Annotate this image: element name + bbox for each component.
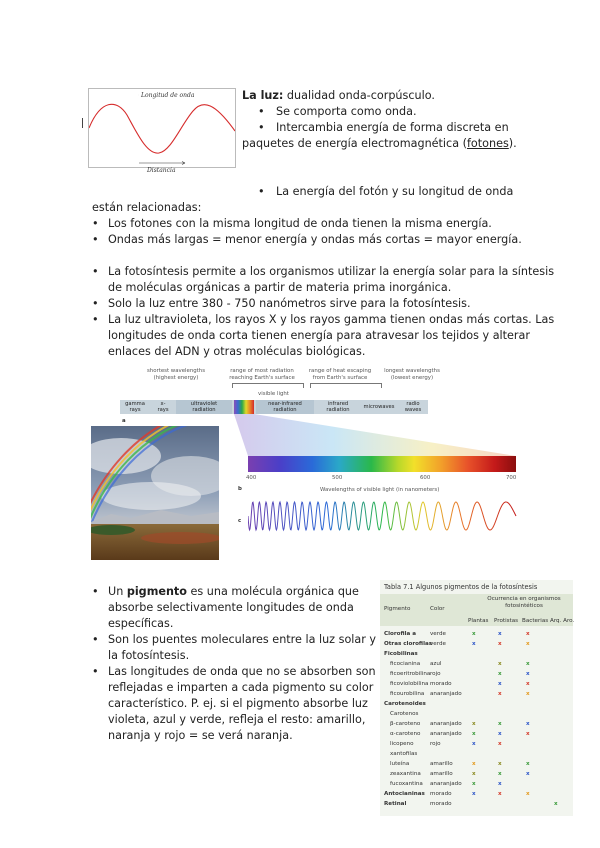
wavelength-wave bbox=[248, 496, 518, 536]
visible-spectrum-bar bbox=[248, 456, 516, 472]
pigmento-term: pigmento bbox=[126, 585, 187, 598]
bullet-b-1: • La fotosíntesis permite a los organismos utilizar la energía solar para la síntesis bbox=[92, 265, 555, 278]
occurrence-mark: x bbox=[472, 791, 476, 797]
occurrence-mark: x bbox=[472, 631, 476, 637]
pigment-color: anaranjado bbox=[430, 721, 462, 727]
occurrence-mark: x bbox=[526, 661, 530, 667]
pigment-table bbox=[380, 580, 573, 816]
bracket-2 bbox=[310, 383, 382, 388]
pigment-color: verde bbox=[430, 641, 446, 647]
fotones-link[interactable]: fotones bbox=[466, 137, 509, 150]
pigment-name: Retinal bbox=[384, 801, 407, 807]
occurrence-mark: x bbox=[526, 791, 530, 797]
subcol-plantas: Plantas bbox=[468, 618, 489, 624]
intro-title-rest: dualidad onda-corpúsculo. bbox=[283, 89, 435, 102]
occurrence-mark: x bbox=[472, 771, 476, 777]
occurrence-mark: x bbox=[472, 641, 476, 647]
pigment-color: rojo bbox=[430, 741, 441, 747]
intro-point-2: • Intercambia energía de forma discreta en bbox=[258, 121, 509, 134]
spectrum-note-4: longest wavelengths (lowest energy) bbox=[384, 368, 440, 381]
occurrence-mark: x bbox=[526, 721, 530, 727]
occurrence-mark: x bbox=[498, 681, 502, 687]
bullet-b-1-cont: de moléculas orgánicas a partir de materia prima inorgánica. bbox=[108, 281, 452, 294]
intro-point-1: • Se comporta como onda. bbox=[258, 105, 417, 118]
subcol-bacterias: Bacterias bbox=[522, 618, 549, 624]
col-pigmento: Pigmento bbox=[384, 606, 411, 612]
table-row bbox=[380, 750, 573, 760]
bullet-b-2: • Solo la luz entre 380 - 750 nanómetros sirve para la fotosíntesis. bbox=[92, 297, 471, 310]
pigment-name: Antocianinas bbox=[384, 791, 425, 797]
wave-top-label: Longitud de onda bbox=[141, 92, 195, 99]
pigment-name: licopeno bbox=[390, 741, 414, 747]
bullet-c-2-cont: la fotosíntesis. bbox=[108, 649, 190, 662]
pigment-color: rojo bbox=[430, 671, 441, 677]
occurrence-mark: x bbox=[498, 641, 502, 647]
occurrence-mark: x bbox=[526, 641, 530, 647]
bullet-c-3-cont-1: reflejadas e imparten a cada pigmento su color bbox=[108, 681, 374, 694]
amplitude-marker bbox=[82, 118, 83, 128]
pigment-color: morado bbox=[430, 681, 452, 687]
table-row bbox=[380, 650, 573, 660]
table-row bbox=[380, 700, 573, 710]
bullet-c-3: • Las longitudes de onda que no se absorben son bbox=[92, 665, 376, 678]
pigment-name: xantofilas bbox=[390, 751, 418, 757]
intro-title: La luz: bbox=[242, 89, 284, 102]
pigment-name: Carotenoides bbox=[384, 701, 426, 707]
band-uv: ultraviolet radiation bbox=[176, 400, 232, 414]
pigment-color: azul bbox=[430, 661, 442, 667]
pigment-name: ficoeritrobilina bbox=[390, 671, 431, 677]
occurrence-mark: x bbox=[498, 661, 502, 667]
table-row bbox=[380, 790, 573, 800]
spectrum-note-3: range of heat escaping from Earth's surface bbox=[308, 368, 372, 381]
intro-point-3-cont: están relacionadas: bbox=[92, 201, 202, 214]
occurrence-mark: x bbox=[526, 671, 530, 677]
bullet-c-3-cont-2: característico. P. ej. si el pigmento absorbe luz bbox=[108, 697, 368, 710]
occurrence-mark: x bbox=[498, 691, 502, 697]
occurrence-mark: x bbox=[498, 631, 502, 637]
bracket-1 bbox=[232, 383, 304, 388]
spectrum-note-1: shortest wavelengths (highest energy) bbox=[146, 368, 205, 381]
band-microwaves: microwaves bbox=[363, 404, 395, 410]
bullet-b-3-cont-1: longitudes de onda corta tienen energía para atravesar los tejidos y alterar bbox=[108, 329, 530, 342]
intro-point-2-cont: paquetes de energía electromagnética (fotones). bbox=[242, 137, 517, 150]
intro-heading bbox=[242, 88, 435, 104]
red-wave-path bbox=[89, 104, 235, 153]
occurrence-mark: x bbox=[526, 681, 530, 687]
occurrence-mark: x bbox=[472, 721, 476, 727]
pigment-color: morado bbox=[430, 791, 452, 797]
table-row bbox=[380, 720, 573, 730]
pigment-name: β-caroteno bbox=[390, 721, 421, 727]
table-row bbox=[380, 690, 573, 700]
label-c: c bbox=[238, 518, 242, 524]
visible-light-label: visible light bbox=[258, 391, 289, 397]
rainbow-photo bbox=[91, 426, 219, 560]
occurrence-mark: x bbox=[526, 771, 530, 777]
label-a: a bbox=[122, 418, 126, 424]
pigment-name: Otras clorofilas bbox=[384, 641, 433, 647]
occurrence-mark: x bbox=[498, 791, 502, 797]
band-radio: radio waves bbox=[404, 401, 422, 413]
bullet-c-1-cont-2: específicas. bbox=[108, 617, 174, 630]
pigment-name: Carotenos bbox=[390, 711, 419, 717]
table-row bbox=[380, 740, 573, 750]
table-header bbox=[380, 594, 573, 626]
visible-band bbox=[234, 400, 254, 414]
band-ir: infrared radiation bbox=[326, 401, 350, 413]
table-title: Tabla 7.1 Algunos pigmentos de la fotosíntesis bbox=[384, 583, 538, 591]
bullet-a-1: • Los fotones con la misma longitud de onda tienen la misma energía. bbox=[92, 217, 492, 230]
table-row bbox=[380, 640, 573, 650]
band-near-ir: near-infrared radiation bbox=[256, 400, 314, 414]
pigment-color: morado bbox=[430, 801, 452, 807]
em-band-bar bbox=[120, 400, 428, 414]
table-row bbox=[380, 780, 573, 790]
bullet-c-1-cont-1: absorbe selectivamente longitudes de onda bbox=[108, 601, 354, 614]
occurrence-mark: x bbox=[498, 771, 502, 777]
table-row bbox=[380, 770, 573, 780]
tick-600: 600 bbox=[420, 475, 431, 481]
bullet-a-2: • Ondas más largas = menor energía y ondas más cortas = mayor energía. bbox=[92, 233, 522, 246]
pigment-name: α-caroteno bbox=[390, 731, 421, 737]
occurrence-mark: x bbox=[472, 781, 476, 787]
bullet-c-3-cont-4: naranja y rojo = se verá naranja. bbox=[108, 729, 293, 742]
table-row bbox=[380, 710, 573, 720]
occurrence-mark: x bbox=[526, 631, 530, 637]
subcol-arqueas: Arq. Aro. bbox=[550, 618, 575, 624]
band-xrays: x- rays bbox=[157, 401, 169, 413]
rainbow-landscape-image bbox=[91, 426, 219, 560]
intro-point-3: • La energía del fotón y su longitud de onda bbox=[258, 185, 514, 198]
occurrence-mark: x bbox=[498, 781, 502, 787]
tick-500: 500 bbox=[332, 475, 343, 481]
occurrence-mark: x bbox=[498, 721, 502, 727]
bullet-c-3-cont-3: violeta, azul y verde, refleja el resto: amarillo, bbox=[108, 713, 366, 726]
wave-bottom-label: Distancia bbox=[147, 167, 176, 174]
table-row bbox=[380, 680, 573, 690]
pigment-name: ficourobilina bbox=[390, 691, 425, 697]
wavelength-figure bbox=[88, 88, 236, 174]
table-row bbox=[380, 760, 573, 770]
pigment-name: Clorofila a bbox=[384, 631, 417, 637]
occurrence-mark: x bbox=[498, 741, 502, 747]
table-row bbox=[380, 730, 573, 740]
occurrence-mark: x bbox=[498, 671, 502, 677]
table-row bbox=[380, 630, 573, 640]
axis-label: Wavelengths of visible light (in nanometers) bbox=[320, 487, 440, 493]
pigment-name: Ficobilinas bbox=[384, 651, 418, 657]
occurrence-mark: x bbox=[472, 761, 476, 767]
bullet-c-2: • Son los puentes moleculares entre la luz solar y bbox=[92, 633, 377, 646]
spectrum-note-2: range of most radiation reaching Earth's surface bbox=[229, 368, 295, 381]
pigment-color: anaranjado bbox=[430, 781, 462, 787]
bullet-c-1: • Un pigmento es una molécula orgánica que bbox=[92, 585, 359, 598]
sine-wave-diagram bbox=[89, 89, 235, 167]
subcol-protistas: Protistas bbox=[494, 618, 519, 624]
pigment-name: fucoxantina bbox=[390, 781, 423, 787]
pigment-color: verde bbox=[430, 631, 446, 637]
band-gamma: gamma rays bbox=[125, 401, 145, 413]
col-color: Color bbox=[430, 606, 445, 612]
occurrence-mark: x bbox=[498, 761, 502, 767]
table-row bbox=[380, 670, 573, 680]
tick-400: 400 bbox=[246, 475, 257, 481]
bullet-b-3: • La luz ultravioleta, los rayos X y los rayos gamma tienen ondas más cortas. Las bbox=[92, 313, 555, 326]
occurrence-mark: x bbox=[554, 801, 558, 807]
occurrence-mark: x bbox=[472, 731, 476, 737]
tick-700: 700 bbox=[506, 475, 517, 481]
pigment-color: anaranjado bbox=[430, 731, 462, 737]
pigment-name: luteína bbox=[390, 761, 410, 767]
pigment-name: zeaxantina bbox=[390, 771, 421, 777]
pigment-name: ficocianina bbox=[390, 661, 421, 667]
occurrence-mark: x bbox=[498, 731, 502, 737]
occurrence-mark: x bbox=[472, 741, 476, 747]
pigment-color: amarillo bbox=[430, 771, 453, 777]
label-b: b bbox=[238, 486, 242, 492]
pigment-color: amarillo bbox=[430, 761, 453, 767]
table-row bbox=[380, 660, 573, 670]
occurrence-mark: x bbox=[526, 691, 530, 697]
occurrence-mark: x bbox=[526, 761, 530, 767]
occurrence-mark: x bbox=[526, 731, 530, 737]
pigment-color: anaranjado bbox=[430, 691, 462, 697]
col-occurrence: Ocurrencia en organismos fotosintéticos bbox=[487, 596, 561, 609]
table-row bbox=[380, 800, 573, 810]
pigment-name: ficoviolobilina bbox=[390, 681, 429, 687]
bullet-b-3-cont-2: enlaces del ADN y otras moléculas biológicas. bbox=[108, 345, 366, 358]
